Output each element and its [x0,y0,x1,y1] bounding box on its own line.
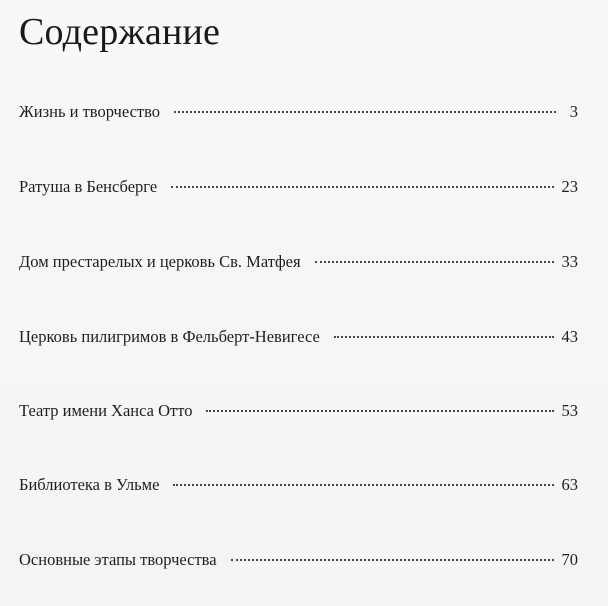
toc-entry [19,471,578,499]
toc-entry [19,546,578,574]
toc-entry-label: Церковь пилигримов в Фельберт-Невигесе [19,327,320,346]
toc-entry [19,98,578,126]
page-title: Содержание [19,11,221,53]
dot-leader [334,335,554,338]
toc-entry [19,173,578,201]
toc-entry-page: 3 [569,102,578,121]
toc-entry-page: 63 [561,475,578,494]
toc-entry [19,323,578,351]
dot-leader [174,110,556,113]
dot-leader [171,185,553,188]
toc-entry-label: Библиотека в Ульме [19,475,160,494]
dot-leader [206,409,553,412]
toc-entry [19,397,578,425]
toc-entry-page: 53 [561,401,578,420]
toc-entry-label: Жизнь и творчество [19,102,161,121]
toc-entry-page: 43 [561,327,578,346]
toc-entry-page: 70 [561,550,578,569]
toc-entry-label: Театр имени Ханса Отто [19,401,193,420]
toc-entry-label: Основные этапы творчества [19,550,217,569]
toc-entry-page: 33 [561,252,578,271]
toc-entry-label: Дом престарелых и церковь Св. Матфея [19,252,301,271]
dot-leader [315,260,554,263]
dot-leader [231,558,554,561]
toc-entry [19,248,578,276]
toc-entry-page: 23 [561,177,578,196]
toc-entry-label: Ратуша в Бенсберге [19,177,158,196]
dot-leader [173,483,553,486]
